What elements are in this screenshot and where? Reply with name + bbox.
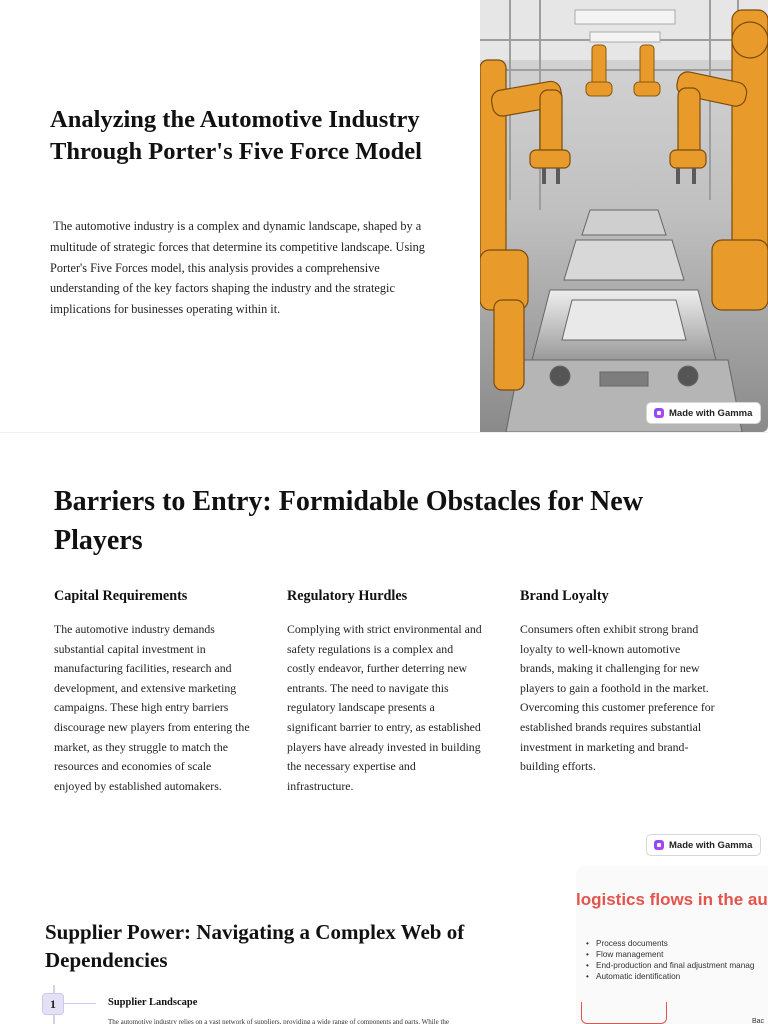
column-regulatory-hurdles: [287, 587, 483, 796]
intro-body: The automotive industry is a complex and dynamic landscape, shaped by a multitude of strategic forces that determine its competitive landscape. Using Porter's Five Forces model, this analysis provides a comprehensive understanding of the key factors shaping the industry and the strategic implications for businesses operating within it.: [50, 219, 425, 317]
thumbnail-diagram-box: [581, 1002, 667, 1024]
slide-divider: [0, 432, 768, 433]
column-text: The automotive industry demands substantial capital investment in manufacturing facilities, research and development, and extensive marketing campaigns. These high entry barriers discourage new players from entering the market, as they struggle to match the resources and economies of scale enjoyed by established automakers.: [54, 622, 250, 793]
thumbnail-side-bullet: Bac: [752, 1018, 765, 1024]
gamma-logo-icon: [654, 840, 664, 850]
column-text: Consumers often exhibit strong brand loyalty to well-known automotive brands, making it challenging for new players to gain a foothold in the market. Overcoming this customer preference for established brands requires substantial investment in marketing and brand-building efforts.: [520, 622, 715, 774]
made-with-gamma-badge[interactable]: [646, 402, 761, 424]
column-text: Complying with strict environmental and safety regulations is a complex and costly endeavor, further deterring new entrants. The need to navigate this regulatory landscape presents a significant barrier to entry, as established players have already invested in building the necessary expertise and infrastructure.: [287, 622, 482, 793]
robotic-car-assembly-image: [480, 0, 768, 432]
step-connector: [64, 1003, 96, 1004]
column-heading: Capital Requirements: [54, 588, 188, 604]
list-item: • Process documents: [596, 938, 754, 949]
step-title: Supplier Landscape: [108, 997, 198, 1008]
step-text: The automotive industry relies on a vast network of suppliers, providing a wide range of components and parts. While the: [108, 1018, 450, 1024]
column-capital-requirements: [54, 587, 250, 796]
logistics-slide-thumbnail: [576, 866, 768, 1024]
list-item: • Flow management: [596, 949, 754, 960]
column-brand-loyalty: [520, 587, 716, 777]
barriers-title: Barriers to Entry: Formidable Obstacles for New Players: [54, 486, 643, 556]
made-with-gamma-label: Made with Gamma: [669, 407, 753, 419]
step-number-badge: 1: [42, 993, 64, 1015]
list-item: • Automatic identification: [596, 971, 754, 982]
intro-title: Analyzing the Automotive Industry Through Porter's Five Force Model: [50, 106, 422, 165]
made-with-gamma-label: Made with Gamma: [669, 839, 753, 851]
supplier-power-title: Supplier Power: Navigating a Complex Web of Dependencies: [45, 920, 465, 972]
gamma-logo-icon: [654, 408, 664, 418]
made-with-gamma-badge[interactable]: [646, 834, 761, 856]
column-heading: Brand Loyalty: [520, 588, 609, 604]
slide-intro: [0, 0, 768, 432]
thumbnail-bullet-list: [596, 938, 754, 982]
column-heading: Regulatory Hurdles: [287, 588, 408, 604]
thumbnail-title: logistics flows in the au: [576, 890, 768, 909]
list-item: • End-production and final adjustment manag: [596, 960, 754, 971]
